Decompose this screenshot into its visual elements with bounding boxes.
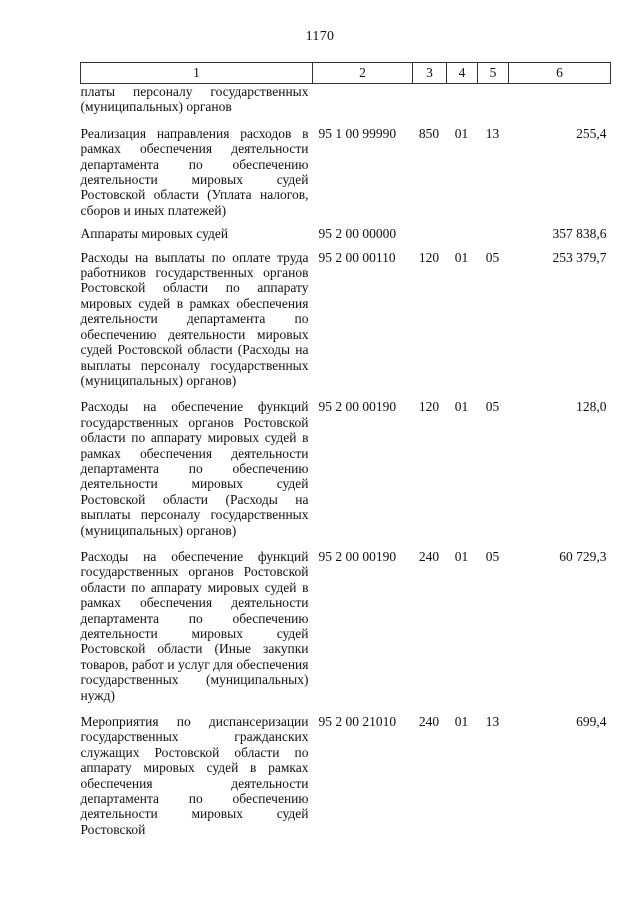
table-row <box>81 218 611 241</box>
row-vr: 850 <box>418 125 440 141</box>
table-row <box>81 388 611 538</box>
row-pr: 13 <box>485 714 500 730</box>
row-description: Расходы на выплаты по оплате труда работников государственных органов Ростовской области по аппарату мировых судей в рамках обеспечения деятельности департамента по обеспечению деятельности мировых судей Ростовской области (Расходы на выплаты персоналу государственных (муниципальных) органов) <box>80 249 309 388</box>
row-rz: 01 <box>454 399 469 415</box>
table-header-row <box>81 63 611 84</box>
row-description: Расходы на обеспечение функций государственных органов Ростовской области по аппарату мировых судей в рамках обеспечения деятельности департамента по обеспечению деятельности мировых судей Ростовской области (Расходы на выплаты персоналу государственных (муниципальных) органов) <box>80 399 309 538</box>
header-col-4: 4 <box>447 63 478 84</box>
row-vr: 120 <box>418 399 440 415</box>
row-description: Мероприятия по диспансеризации государственных гражданских служащих Ростовской области по аппарату мировых судей в рамках обеспечения деятельности департамента по обеспечению деятельности мировых судей Ростовской <box>80 714 309 837</box>
row-amount: 128,0 <box>576 399 607 415</box>
table-row <box>81 115 611 218</box>
row-pr: 05 <box>485 249 500 265</box>
table-row <box>81 538 611 703</box>
row-pr <box>478 84 509 115</box>
row-rz: 01 <box>454 714 469 730</box>
row-pr: 13 <box>485 125 500 141</box>
row-description: Аппараты мировых судей <box>80 226 229 242</box>
table-row <box>81 84 611 115</box>
row-description: платы персоналу государственных (муниципальных) органов <box>80 84 309 115</box>
header-col-2: 2 <box>313 63 413 84</box>
row-amount: 253 379,7 <box>552 249 607 265</box>
row-amount: 255,4 <box>576 125 607 141</box>
table-row <box>81 703 611 837</box>
page-number: 1170 <box>305 29 335 44</box>
header-col-5: 5 <box>478 63 509 84</box>
row-code: 95 2 00 00190 <box>318 399 397 415</box>
row-description: Расходы на обеспечение функций государственных органов Ростовской области по аппарату мировых судей в рамках обеспечения деятельности департамента по обеспечению деятельности мировых судей Ростовской области (Иные закупки товаров, работ и услуг для обеспечения государственных (муниципальных) нужд) <box>80 548 309 703</box>
row-amount <box>509 84 611 115</box>
row-pr <box>478 218 509 241</box>
row-rz <box>447 218 478 241</box>
row-description: Реализация направления расходов в рамках обеспечения деятельности департамента по обеспечению деятельности мировых судей Ростовской области (Уплата налогов, сборов и иных платежей) <box>80 125 309 218</box>
row-rz: 01 <box>454 249 469 265</box>
row-amount: 357 838,6 <box>552 226 607 242</box>
row-code: 95 2 00 00000 <box>318 226 397 242</box>
row-rz: 01 <box>454 548 469 564</box>
header-col-1: 1 <box>81 63 313 84</box>
row-amount: 60 729,3 <box>559 548 607 564</box>
row-rz <box>447 84 478 115</box>
row-amount: 699,4 <box>576 714 607 730</box>
row-code: 95 1 00 99990 <box>318 125 397 141</box>
table-row <box>81 242 611 389</box>
row-vr: 240 <box>418 548 440 564</box>
row-pr: 05 <box>485 548 500 564</box>
header-col-3: 3 <box>413 63 447 84</box>
row-code <box>313 84 413 115</box>
budget-table <box>80 62 611 837</box>
row-code: 95 2 00 00110 <box>318 249 396 265</box>
row-pr: 05 <box>485 399 500 415</box>
header-col-6: 6 <box>509 63 611 84</box>
row-vr: 120 <box>418 249 440 265</box>
row-code: 95 2 00 00190 <box>318 548 397 564</box>
row-code: 95 2 00 21010 <box>318 714 397 730</box>
row-vr: 240 <box>418 714 440 730</box>
row-vr <box>413 84 447 115</box>
row-rz: 01 <box>454 125 469 141</box>
row-vr <box>413 218 447 241</box>
